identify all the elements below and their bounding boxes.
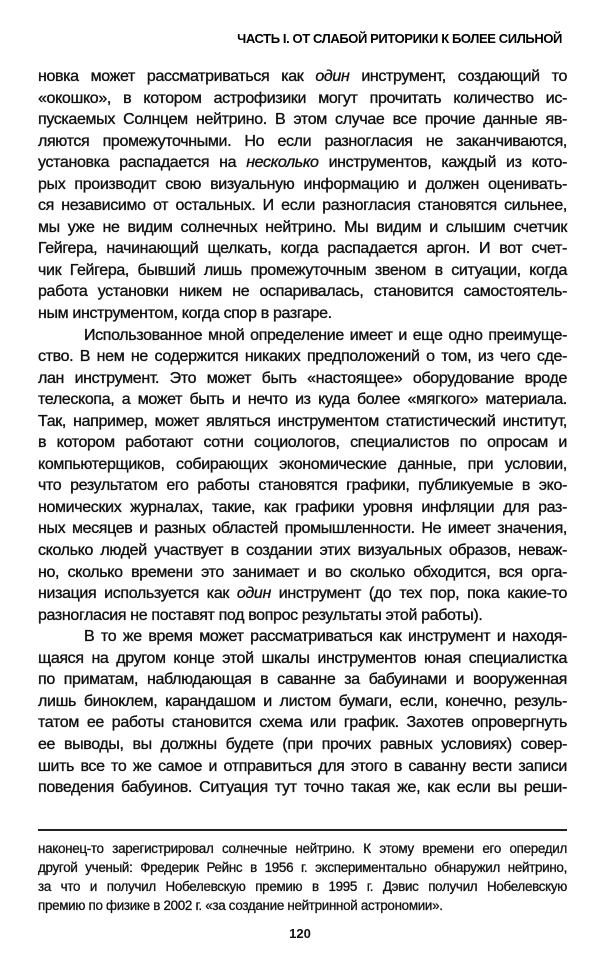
text-line: [38, 389, 567, 411]
text-run: разногласия не поставят под вопрос результаты этой работы).: [38, 606, 483, 624]
text-line: [38, 648, 567, 670]
footnote-line: другой ученый: Фредерик Рейнс в 1956 г. экспериментально обнаружил нейтрино,: [38, 860, 567, 875]
text-line: [38, 260, 567, 282]
text-line: [38, 325, 567, 347]
text-run: инструмент, создающий то: [349, 68, 568, 85]
text-line: [38, 712, 567, 734]
text-line: [38, 669, 567, 691]
text-line: [38, 454, 567, 476]
footnote-divider: [38, 829, 567, 831]
text-run: телескопа, а может быть и нечто из куда более «мягкого» материала.: [38, 391, 567, 409]
text-line: [38, 281, 567, 303]
text-line: [38, 238, 567, 260]
text-line: [38, 691, 567, 713]
text-run: что результатом его работы становятся графики, публикуемые в эко-: [38, 477, 567, 495]
text-line: [38, 195, 567, 217]
text-run: компьютерщиков, собирающих экономические данные, при условии,: [38, 455, 567, 473]
text-line: [38, 540, 567, 562]
text-run: татом ее работы становится схема или график. Захотев опровергнуть: [38, 714, 567, 732]
text-line: [38, 777, 567, 799]
text-run: инструментов, каждый из кото-: [318, 154, 567, 172]
page-number: 120: [289, 926, 311, 941]
text-line: [38, 152, 567, 174]
text-line: [38, 734, 567, 756]
footnote-line: премию по физике в 2002 г. «за создание нейтринной астрономии».: [38, 898, 443, 913]
text-run: номических журналах, такие, как графики уровня инфляции для раз-: [38, 498, 567, 516]
emphasis: один: [315, 68, 350, 85]
paragraph: [38, 325, 567, 627]
text-line: [38, 626, 567, 648]
text-run: поведения бабуинов. Ситуация тут точно такая же, как если вы реши-: [38, 779, 567, 797]
footnote: [38, 839, 567, 915]
text-line: [38, 583, 567, 605]
text-run: установка распадается на: [38, 154, 247, 172]
paragraph: [38, 626, 567, 798]
text-line: [38, 562, 567, 584]
emphasis: один: [236, 585, 271, 603]
text-run: низация используется как: [38, 585, 237, 603]
text-line: [38, 174, 567, 196]
text-run: ся независимо от остальных. И если разногласия становятся сильнее,: [38, 197, 567, 215]
text-run: по приматам, наблюдающая в саванне за бабуинами и вооруженная: [38, 671, 567, 689]
text-line: [38, 497, 567, 519]
text-line: [38, 88, 567, 110]
text-run: ство. В нем не содержится никаких предположений о том, из чего сде-: [38, 348, 567, 366]
text-line: [38, 109, 567, 131]
text-line: [38, 368, 567, 390]
text-run: пускаемых Солнцем нейтрино. В этом случае все прочие данные яв-: [38, 111, 567, 129]
text-run: шить все то же самое и отправиться для этого в саванну вести записи: [38, 757, 567, 775]
text-run: лан инструмент. Это может быть «настоящее» оборудование вроде: [38, 369, 567, 387]
text-line: [38, 66, 567, 88]
text-run: Использованное мной определение имеет и еще одно преимуще-: [84, 326, 567, 344]
text-run: сколько людей участвует в создании этих визуальных образов, неваж-: [38, 542, 567, 560]
text-run: чик Гейгера, бывший лишь промежуточным звеном в ситуации, когда: [38, 261, 567, 279]
running-head: ЧАСТЬ I. ОТ СЛАБОЙ РИТОРИКИ К БОЛЕЕ СИЛЬНОЙ: [237, 31, 562, 46]
text-run: лишь биноклем, карандашом и листом бумаги, если, конечно, резуль-: [38, 692, 567, 710]
text-run: ее выводы, вы должны будете (при прочих равных условиях) совер-: [38, 735, 567, 753]
text-run: В то же время может рассматриваться как инструмент и находя-: [84, 628, 567, 646]
text-run: но, сколько времени это занимает и во сколько обходится, вся орга-: [38, 563, 567, 581]
text-line: [38, 131, 567, 153]
text-line: [38, 605, 567, 627]
paragraph: [38, 66, 567, 325]
text-line: [38, 303, 567, 325]
text-run: ляются промежуточными. Но если разногласия не заканчиваются,: [38, 132, 567, 150]
emphasis: несколько: [246, 154, 319, 172]
text-run: Гейгера, начинающий щелкать, когда распадается аргон. И вот счет-: [38, 240, 567, 258]
body-text: [38, 66, 567, 799]
text-line: [38, 411, 567, 433]
text-run: новка может рассматриваться как: [38, 68, 316, 85]
text-line: [38, 432, 567, 454]
text-line: [38, 346, 567, 368]
text-run: в котором работают сотни социологов, специалистов по опросам и: [38, 434, 567, 452]
text-run: ных месяцев и разных областей промышленности. Не имеет значения,: [38, 520, 567, 538]
text-line: [38, 756, 567, 778]
text-run: рых производит свою визуальную информацию и должен оценивать-: [38, 175, 567, 193]
text-run: щаяся на другом конце этой шкалы инструментов юная специалистка: [38, 649, 567, 667]
text-line: [38, 217, 567, 239]
text-line: [38, 518, 567, 540]
text-run: работа установки никем не оспаривалась, становится самостоятель-: [38, 283, 567, 301]
text-run: инструмент (до тех пор, пока какие-то: [270, 585, 567, 603]
text-run: «окошко», в котором астрофизики могут прочитать количество ис-: [38, 89, 567, 107]
text-run: ным инструментом, когда спор в разгаре.: [38, 305, 332, 323]
text-run: Так, например, может являться инструментом статистический институт,: [38, 412, 567, 430]
text-run: мы уже не видим солнечных нейтрино. Мы видим и слышим счетчик: [38, 218, 567, 236]
footnote-line: за что и получил Нобелевскую премию в 1995 г. Дэвис получил Нобелевскую: [38, 879, 567, 894]
text-line: [38, 475, 567, 497]
footnote-line: наконец-то зарегистрировал солнечные нейтрино. К этому времени его опередил: [38, 841, 567, 856]
